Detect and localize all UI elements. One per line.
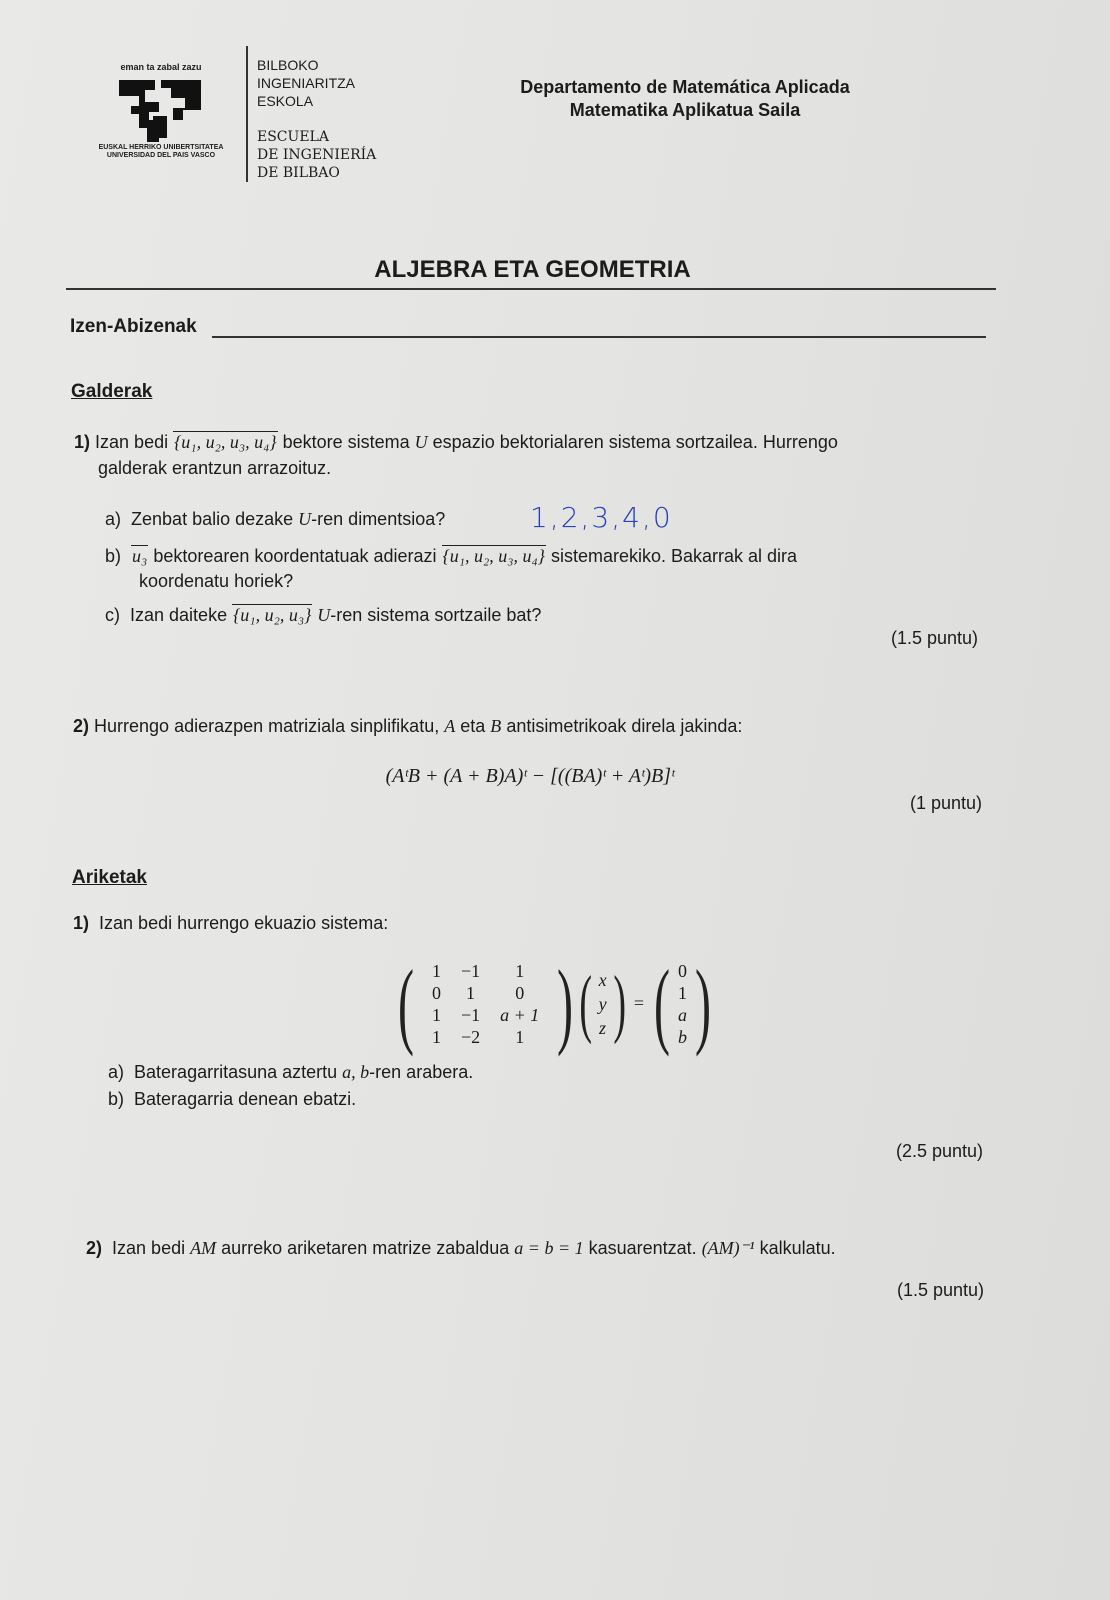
question-text: -ren dimentsioa?	[311, 509, 446, 529]
math-symbol: U	[317, 605, 331, 625]
left-paren: (	[654, 950, 671, 1057]
vector-entry: b	[678, 1026, 687, 1047]
exercise-1	[73, 913, 388, 934]
handwritten-answer: 1,2,3,4,0	[530, 501, 673, 534]
question-text: sistemarekiko. Bakarrak al dira	[550, 546, 798, 566]
math-symbol: A	[444, 716, 456, 736]
coefficient-matrix	[422, 960, 549, 1048]
question-text: espazio bektorialaren sistema sortzailea. Hurrengo	[432, 432, 838, 452]
matrix-expression: (AᵗB + (A + B)A)ᵗ − [((BA)ᵗ + Aᵗ)B]ᵗ	[385, 765, 675, 787]
math-symbol: B	[490, 716, 502, 736]
title-rule	[66, 288, 996, 290]
vector-set: {u₁, u₂, u₃, u₄}	[174, 432, 277, 452]
question-text: bektorearen koordentatuak adierazi	[153, 546, 437, 566]
vector-set: {u₁, u₂, u₃}	[233, 605, 312, 625]
exercise-number: 1)	[73, 913, 90, 933]
school-name-eu	[257, 56, 355, 110]
question-text: koordenatu horiek?	[139, 571, 294, 591]
exercise-text: kasuarentzat.	[588, 1238, 697, 1258]
department	[470, 76, 900, 122]
vector-set: {u₁, u₂, u₃, u₄}	[442, 546, 545, 566]
logo-university-es: UNIVERSIDAD DEL PAIS VASCO	[106, 152, 216, 159]
item-label: b)	[105, 546, 122, 566]
name-label: Izen-Abizenak	[70, 316, 197, 337]
logo-emblem	[113, 76, 209, 142]
unknowns-vector	[599, 968, 607, 1040]
question-2	[73, 716, 742, 737]
school-name-es	[257, 128, 376, 182]
department-es: Departamento de Matemática Aplicada	[520, 77, 850, 97]
math-expression: (AM)⁻¹	[701, 1238, 755, 1258]
matrix-cell: −1	[460, 1004, 481, 1025]
vector-entry: 0	[678, 960, 687, 981]
matrix-cell: 1	[515, 1026, 525, 1047]
department-eu: Matematika Aplikatua Saila	[569, 100, 801, 120]
matrix-cell: −2	[460, 1026, 481, 1047]
question-1c	[105, 605, 541, 626]
item-label: b)	[108, 1089, 125, 1109]
right-paren: )	[694, 950, 711, 1057]
question-number: 1)	[74, 432, 91, 452]
school-eu-line: BILBOKO	[257, 57, 319, 73]
exercise-text: -ren arabera.	[369, 1062, 474, 1082]
question-text: Zenbat balio dezake	[131, 509, 294, 529]
matrix-cell: 0	[431, 982, 441, 1003]
question-text: Izan bedi	[95, 432, 169, 452]
vector-entry: y	[598, 993, 607, 1014]
school-es-line: DE INGENIERÍA	[257, 147, 377, 163]
equals-sign: =	[633, 993, 645, 1013]
question-text: Izan daiteke	[130, 605, 228, 625]
name-field[interactable]	[212, 336, 986, 338]
school-es-line: ESCUELA	[257, 129, 329, 145]
vector-entry: z	[599, 1017, 607, 1038]
school-es-line: DE BILBAO	[257, 165, 340, 181]
exam-title: ALJEBRA ETA GEOMETRIA	[374, 256, 691, 283]
exercise-text: kalkulatu.	[759, 1238, 836, 1258]
question-text: -ren sistema sortzaile bat?	[330, 605, 542, 625]
math-symbol: U	[414, 432, 428, 452]
school-eu-line: INGENIARITZA	[257, 75, 356, 91]
exercise-text: aurreko ariketaren matrize zabaldua	[221, 1238, 510, 1258]
header-divider	[246, 46, 248, 182]
exercise-text: Bateragarria denean ebatzi.	[134, 1089, 357, 1109]
left-paren: (	[397, 950, 414, 1057]
matrix-cell: 1	[431, 1026, 441, 1047]
logo-university-eu: EUSKAL HERRIKO UNIBERTSITATEA	[98, 144, 224, 151]
question-text: Hurrengo adierazpen matriziala sinplifikatu,	[94, 716, 440, 736]
right-paren: )	[612, 961, 626, 1045]
exercise-1a	[108, 1062, 473, 1083]
exercise-1b	[108, 1089, 356, 1110]
matrix-cell: 1	[466, 982, 476, 1003]
exercise-text: Izan bedi	[112, 1238, 186, 1258]
vector-entry: a	[678, 1004, 687, 1025]
matrix-cell: 1	[515, 960, 525, 981]
question-1	[74, 429, 974, 481]
exercise-text: Bateragarritasuna aztertu	[134, 1062, 338, 1082]
matrix-cell: 1	[431, 960, 441, 981]
question-1a	[105, 509, 445, 530]
math-condition: a = b = 1	[514, 1238, 584, 1258]
question-text: eta	[460, 716, 486, 736]
math-symbol: a, b	[342, 1062, 370, 1082]
vector: u₃	[132, 546, 148, 566]
question-text: galderak erantzun arrazoituz.	[98, 458, 332, 478]
right-paren: )	[557, 950, 574, 1057]
exercise-2	[86, 1238, 836, 1259]
rhs-vector	[678, 960, 687, 1048]
matrix-cell: 0	[515, 982, 525, 1003]
matrix-cell: 1	[431, 1004, 441, 1025]
question-1b	[105, 544, 797, 594]
equation-system	[390, 948, 719, 1059]
item-label: a)	[105, 509, 122, 529]
matrix-cell: a + 1	[500, 1004, 540, 1025]
question-number: 2)	[73, 716, 90, 736]
section-heading-galderak: Galderak	[71, 381, 153, 402]
points-e2: (1.5 puntu)	[897, 1280, 985, 1300]
left-paren: (	[579, 961, 593, 1045]
points-e1: (2.5 puntu)	[896, 1141, 984, 1161]
school-eu-line: ESKOLA	[257, 93, 314, 109]
question-text: antisimetrikoak direla jakinda:	[506, 716, 743, 736]
math-symbol: AM	[190, 1238, 217, 1258]
exercise-number: 2)	[86, 1238, 103, 1258]
math-symbol: U	[298, 509, 312, 529]
item-label: c)	[105, 605, 120, 625]
logo-motto: eman ta zabal zazu	[120, 62, 202, 72]
exercise-text: Izan bedi hurrengo ekuazio sistema:	[99, 913, 389, 933]
item-label: a)	[108, 1062, 125, 1082]
vector-entry: x	[598, 969, 607, 990]
vector-entry: 1	[678, 982, 687, 1003]
university-logo	[86, 62, 236, 160]
points-q2: (1 puntu)	[910, 793, 983, 813]
points-q1: (1.5 puntu)	[891, 628, 979, 648]
question-text: bektore sistema	[282, 432, 410, 452]
matrix-cell: −1	[460, 960, 481, 981]
section-heading-ariketak: Ariketak	[72, 867, 147, 888]
